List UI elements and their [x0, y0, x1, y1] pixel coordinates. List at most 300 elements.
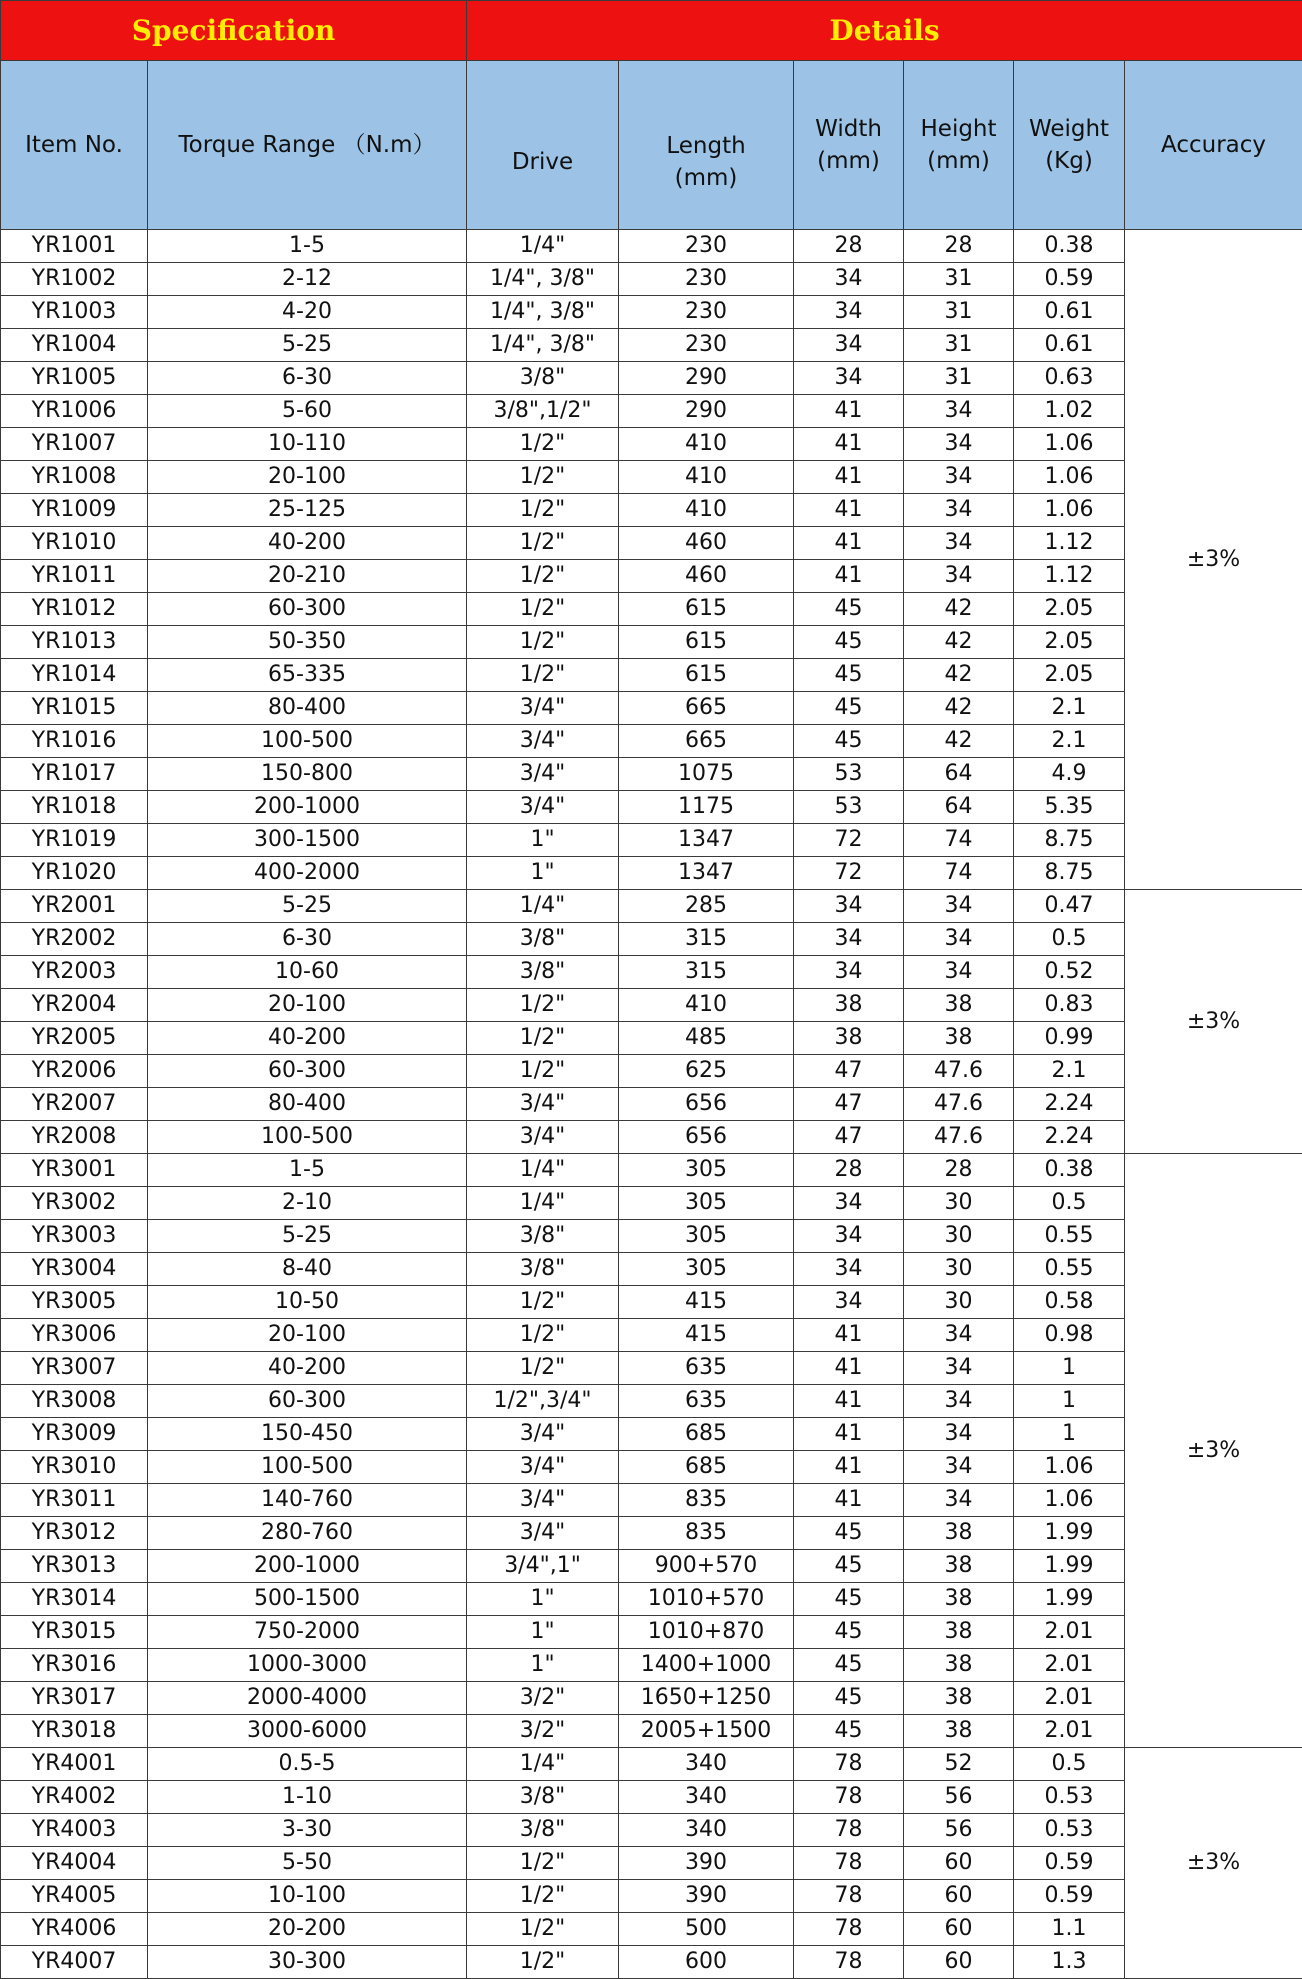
header-height	[904, 61, 1014, 230]
cell-drive: 3/8"	[467, 1814, 619, 1847]
cell-drive: 1/2"	[467, 659, 619, 692]
cell-width: 41	[794, 428, 904, 461]
cell-weight: 8.75	[1014, 857, 1125, 890]
cell-length: 290	[619, 395, 794, 428]
cell-width: 34	[794, 296, 904, 329]
cell-item-no: YR3005	[1, 1286, 148, 1319]
cell-width: 41	[794, 1484, 904, 1517]
table-row	[1, 1418, 1302, 1451]
cell-width: 41	[794, 527, 904, 560]
cell-length: 410	[619, 461, 794, 494]
cell-height: 38	[904, 1022, 1014, 1055]
cell-torque-range: 2000-4000	[148, 1682, 467, 1715]
cell-length: 685	[619, 1451, 794, 1484]
cell-weight: 0.52	[1014, 956, 1125, 989]
cell-length: 635	[619, 1352, 794, 1385]
cell-weight: 0.53	[1014, 1781, 1125, 1814]
cell-length: 230	[619, 230, 794, 263]
cell-drive: 3/8"	[467, 923, 619, 956]
header-width-unit: (mm)	[794, 145, 903, 177]
cell-height: 38	[904, 1616, 1014, 1649]
table-row	[1, 362, 1302, 395]
cell-length: 2005+1500	[619, 1715, 794, 1748]
cell-item-no: YR2001	[1, 890, 148, 923]
cell-drive: 1/4"	[467, 1187, 619, 1220]
header-weight	[1014, 61, 1125, 230]
cell-torque-range: 100-500	[148, 1451, 467, 1484]
cell-torque-range: 10-50	[148, 1286, 467, 1319]
cell-width: 53	[794, 758, 904, 791]
cell-drive: 1"	[467, 857, 619, 890]
cell-item-no: YR1010	[1, 527, 148, 560]
cell-item-no: YR3011	[1, 1484, 148, 1517]
cell-width: 41	[794, 461, 904, 494]
cell-torque-range: 4-20	[148, 296, 467, 329]
cell-width: 45	[794, 1616, 904, 1649]
cell-torque-range: 1-5	[148, 1154, 467, 1187]
table-row	[1, 560, 1302, 593]
cell-torque-range: 20-200	[148, 1913, 467, 1946]
table-row	[1, 230, 1302, 263]
cell-width: 34	[794, 263, 904, 296]
table-row	[1, 1946, 1302, 1979]
cell-drive: 3/4"	[467, 725, 619, 758]
cell-torque-range: 40-200	[148, 1022, 467, 1055]
cell-weight: 0.47	[1014, 890, 1125, 923]
cell-torque-range: 20-100	[148, 461, 467, 494]
header-height-unit: (mm)	[904, 145, 1013, 177]
cell-drive: 3/4"	[467, 1088, 619, 1121]
cell-height: 30	[904, 1220, 1014, 1253]
table-row	[1, 1649, 1302, 1682]
cell-drive: 1"	[467, 1583, 619, 1616]
cell-item-no: YR1020	[1, 857, 148, 890]
cell-drive: 1/4", 3/8"	[467, 329, 619, 362]
cell-weight: 2.24	[1014, 1121, 1125, 1154]
cell-drive: 3/4"	[467, 1418, 619, 1451]
cell-item-no: YR3017	[1, 1682, 148, 1715]
table-row	[1, 395, 1302, 428]
cell-height: 34	[904, 956, 1014, 989]
cell-torque-range: 3000-6000	[148, 1715, 467, 1748]
cell-item-no: YR3002	[1, 1187, 148, 1220]
cell-item-no: YR3014	[1, 1583, 148, 1616]
cell-torque-range: 20-100	[148, 989, 467, 1022]
header-length	[619, 61, 794, 230]
header-item-no: Item No.	[1, 61, 148, 230]
cell-item-no: YR2007	[1, 1088, 148, 1121]
cell-accuracy: ±3%	[1125, 230, 1302, 890]
cell-height: 34	[904, 395, 1014, 428]
cell-width: 34	[794, 1187, 904, 1220]
cell-drive: 3/8"	[467, 1253, 619, 1286]
cell-width: 45	[794, 1649, 904, 1682]
cell-item-no: YR2003	[1, 956, 148, 989]
header-weight-unit: (Kg)	[1014, 145, 1124, 177]
cell-length: 230	[619, 263, 794, 296]
cell-item-no: YR3013	[1, 1550, 148, 1583]
cell-drive: 3/2"	[467, 1682, 619, 1715]
cell-height: 34	[904, 1319, 1014, 1352]
table-row	[1, 923, 1302, 956]
cell-drive: 1/2",3/4"	[467, 1385, 619, 1418]
cell-length: 410	[619, 989, 794, 1022]
cell-length: 835	[619, 1517, 794, 1550]
cell-weight: 1.02	[1014, 395, 1125, 428]
cell-length: 500	[619, 1913, 794, 1946]
cell-width: 78	[794, 1913, 904, 1946]
cell-weight: 2.01	[1014, 1715, 1125, 1748]
cell-width: 47	[794, 1121, 904, 1154]
cell-width: 41	[794, 1352, 904, 1385]
cell-torque-range: 60-300	[148, 1055, 467, 1088]
cell-torque-range: 300-1500	[148, 824, 467, 857]
cell-length: 1347	[619, 824, 794, 857]
table-row	[1, 1550, 1302, 1583]
cell-weight: 0.83	[1014, 989, 1125, 1022]
cell-height: 64	[904, 758, 1014, 791]
cell-weight: 1.99	[1014, 1517, 1125, 1550]
cell-drive: 1/2"	[467, 593, 619, 626]
cell-height: 34	[904, 1451, 1014, 1484]
cell-height: 34	[904, 1484, 1014, 1517]
cell-width: 78	[794, 1748, 904, 1781]
cell-drive: 3/4"	[467, 1517, 619, 1550]
cell-drive: 1/2"	[467, 428, 619, 461]
cell-weight: 0.38	[1014, 230, 1125, 263]
cell-length: 305	[619, 1220, 794, 1253]
table-row	[1, 494, 1302, 527]
cell-length: 835	[619, 1484, 794, 1517]
cell-item-no: YR3006	[1, 1319, 148, 1352]
cell-weight: 0.59	[1014, 1847, 1125, 1880]
cell-item-no: YR1014	[1, 659, 148, 692]
cell-weight: 1	[1014, 1385, 1125, 1418]
header-torque-range: Torque Range （N.m）	[148, 61, 467, 230]
cell-height: 34	[904, 890, 1014, 923]
cell-item-no: YR2008	[1, 1121, 148, 1154]
cell-weight: 1.99	[1014, 1583, 1125, 1616]
cell-width: 78	[794, 1847, 904, 1880]
cell-torque-range: 20-210	[148, 560, 467, 593]
cell-drive: 3/4",1"	[467, 1550, 619, 1583]
cell-length: 1175	[619, 791, 794, 824]
cell-length: 1010+570	[619, 1583, 794, 1616]
cell-length: 410	[619, 494, 794, 527]
cell-weight: 4.9	[1014, 758, 1125, 791]
table-row	[1, 1913, 1302, 1946]
table-row	[1, 1715, 1302, 1748]
header-width	[794, 61, 904, 230]
header-length-label: Length	[619, 130, 793, 162]
cell-drive: 1/4", 3/8"	[467, 296, 619, 329]
cell-item-no: YR3004	[1, 1253, 148, 1286]
cell-torque-range: 3-30	[148, 1814, 467, 1847]
cell-length: 1400+1000	[619, 1649, 794, 1682]
cell-width: 41	[794, 560, 904, 593]
table-row	[1, 1286, 1302, 1319]
cell-weight: 0.5	[1014, 1748, 1125, 1781]
cell-width: 45	[794, 1517, 904, 1550]
cell-width: 45	[794, 1682, 904, 1715]
cell-torque-range: 8-40	[148, 1253, 467, 1286]
cell-item-no: YR1004	[1, 329, 148, 362]
cell-torque-range: 6-30	[148, 923, 467, 956]
cell-torque-range: 1-10	[148, 1781, 467, 1814]
cell-item-no: YR1011	[1, 560, 148, 593]
cell-width: 41	[794, 1385, 904, 1418]
cell-weight: 0.63	[1014, 362, 1125, 395]
cell-width: 72	[794, 857, 904, 890]
cell-torque-range: 200-1000	[148, 1550, 467, 1583]
cell-height: 38	[904, 989, 1014, 1022]
cell-weight: 2.24	[1014, 1088, 1125, 1121]
cell-width: 34	[794, 1253, 904, 1286]
cell-torque-range: 150-450	[148, 1418, 467, 1451]
table-row	[1, 428, 1302, 461]
cell-length: 305	[619, 1253, 794, 1286]
cell-torque-range: 400-2000	[148, 857, 467, 890]
cell-item-no: YR1005	[1, 362, 148, 395]
cell-item-no: YR1003	[1, 296, 148, 329]
cell-weight: 1.12	[1014, 527, 1125, 560]
cell-length: 390	[619, 1847, 794, 1880]
cell-item-no: YR2002	[1, 923, 148, 956]
cell-length: 1347	[619, 857, 794, 890]
cell-weight: 1.06	[1014, 494, 1125, 527]
cell-width: 34	[794, 890, 904, 923]
cell-drive: 1"	[467, 1649, 619, 1682]
cell-height: 31	[904, 263, 1014, 296]
cell-height: 52	[904, 1748, 1014, 1781]
cell-drive: 1/2"	[467, 1847, 619, 1880]
cell-length: 615	[619, 626, 794, 659]
cell-height: 60	[904, 1946, 1014, 1979]
cell-length: 410	[619, 428, 794, 461]
cell-length: 485	[619, 1022, 794, 1055]
cell-item-no: YR4006	[1, 1913, 148, 1946]
cell-width: 78	[794, 1946, 904, 1979]
cell-weight: 2.1	[1014, 1055, 1125, 1088]
cell-width: 78	[794, 1880, 904, 1913]
cell-item-no: YR3007	[1, 1352, 148, 1385]
cell-height: 42	[904, 626, 1014, 659]
cell-item-no: YR3015	[1, 1616, 148, 1649]
cell-torque-range: 5-25	[148, 890, 467, 923]
cell-item-no: YR4005	[1, 1880, 148, 1913]
cell-height: 42	[904, 725, 1014, 758]
cell-height: 31	[904, 362, 1014, 395]
cell-drive: 1/4", 3/8"	[467, 263, 619, 296]
cell-weight: 0.5	[1014, 923, 1125, 956]
table-row	[1, 1055, 1302, 1088]
cell-item-no: YR1009	[1, 494, 148, 527]
cell-drive: 3/8"	[467, 956, 619, 989]
cell-height: 30	[904, 1253, 1014, 1286]
table-row	[1, 1154, 1302, 1187]
cell-width: 41	[794, 395, 904, 428]
cell-length: 305	[619, 1187, 794, 1220]
cell-item-no: YR1019	[1, 824, 148, 857]
table-row	[1, 725, 1302, 758]
cell-height: 38	[904, 1649, 1014, 1682]
cell-weight: 1.3	[1014, 1946, 1125, 1979]
cell-width: 34	[794, 956, 904, 989]
cell-drive: 3/4"	[467, 791, 619, 824]
cell-weight: 0.38	[1014, 1154, 1125, 1187]
cell-item-no: YR4003	[1, 1814, 148, 1847]
cell-drive: 3/8"	[467, 1781, 619, 1814]
cell-torque-range: 25-125	[148, 494, 467, 527]
cell-height: 56	[904, 1781, 1014, 1814]
cell-item-no: YR1015	[1, 692, 148, 725]
cell-item-no: YR4004	[1, 1847, 148, 1880]
cell-length: 1650+1250	[619, 1682, 794, 1715]
cell-item-no: YR1016	[1, 725, 148, 758]
cell-height: 47.6	[904, 1055, 1014, 1088]
header-weight-label: Weight	[1014, 113, 1124, 145]
table-row	[1, 461, 1302, 494]
cell-torque-range: 5-60	[148, 395, 467, 428]
cell-drive: 3/4"	[467, 692, 619, 725]
table-row	[1, 1748, 1302, 1781]
cell-item-no: YR2006	[1, 1055, 148, 1088]
cell-height: 31	[904, 296, 1014, 329]
cell-torque-range: 1000-3000	[148, 1649, 467, 1682]
cell-width: 34	[794, 1286, 904, 1319]
cell-torque-range: 100-500	[148, 1121, 467, 1154]
cell-torque-range: 60-300	[148, 1385, 467, 1418]
cell-torque-range: 6-30	[148, 362, 467, 395]
cell-height: 30	[904, 1187, 1014, 1220]
cell-length: 340	[619, 1814, 794, 1847]
cell-item-no: YR4002	[1, 1781, 148, 1814]
cell-width: 47	[794, 1088, 904, 1121]
cell-item-no: YR1012	[1, 593, 148, 626]
cell-height: 38	[904, 1517, 1014, 1550]
cell-height: 60	[904, 1913, 1014, 1946]
cell-item-no: YR3001	[1, 1154, 148, 1187]
cell-drive: 3/8"	[467, 362, 619, 395]
table-row	[1, 1517, 1302, 1550]
cell-weight: 1.99	[1014, 1550, 1125, 1583]
table-row	[1, 329, 1302, 362]
cell-weight: 2.05	[1014, 659, 1125, 692]
cell-drive: 1/2"	[467, 1022, 619, 1055]
cell-height: 34	[904, 560, 1014, 593]
cell-item-no: YR1008	[1, 461, 148, 494]
cell-width: 28	[794, 230, 904, 263]
cell-length: 656	[619, 1121, 794, 1154]
table-row	[1, 1682, 1302, 1715]
cell-torque-range: 280-760	[148, 1517, 467, 1550]
cell-length: 900+570	[619, 1550, 794, 1583]
cell-length: 615	[619, 593, 794, 626]
cell-drive: 1/2"	[467, 1913, 619, 1946]
header-drive: Drive	[467, 61, 619, 230]
cell-weight: 1.06	[1014, 1484, 1125, 1517]
cell-torque-range: 5-25	[148, 329, 467, 362]
cell-item-no: YR2004	[1, 989, 148, 1022]
cell-height: 42	[904, 593, 1014, 626]
cell-height: 60	[904, 1847, 1014, 1880]
cell-length: 615	[619, 659, 794, 692]
cell-torque-range: 5-25	[148, 1220, 467, 1253]
cell-weight: 0.58	[1014, 1286, 1125, 1319]
cell-torque-range: 5-50	[148, 1847, 467, 1880]
cell-height: 34	[904, 1418, 1014, 1451]
cell-torque-range: 2-12	[148, 263, 467, 296]
table-row	[1, 1847, 1302, 1880]
table-row	[1, 1022, 1302, 1055]
cell-torque-range: 60-300	[148, 593, 467, 626]
cell-width: 78	[794, 1814, 904, 1847]
cell-length: 415	[619, 1286, 794, 1319]
cell-accuracy: ±3%	[1125, 1748, 1302, 1979]
cell-accuracy: ±3%	[1125, 890, 1302, 1154]
cell-height: 28	[904, 1154, 1014, 1187]
cell-weight: 1.12	[1014, 560, 1125, 593]
table-row	[1, 659, 1302, 692]
table-row	[1, 1187, 1302, 1220]
cell-width: 34	[794, 362, 904, 395]
cell-item-no: YR3012	[1, 1517, 148, 1550]
cell-height: 30	[904, 1286, 1014, 1319]
cell-length: 315	[619, 956, 794, 989]
cell-torque-range: 0.5-5	[148, 1748, 467, 1781]
cell-length: 230	[619, 296, 794, 329]
cell-height: 38	[904, 1583, 1014, 1616]
cell-width: 45	[794, 1583, 904, 1616]
cell-weight: 0.61	[1014, 329, 1125, 362]
cell-torque-range: 20-100	[148, 1319, 467, 1352]
cell-height: 34	[904, 461, 1014, 494]
cell-length: 656	[619, 1088, 794, 1121]
cell-height: 56	[904, 1814, 1014, 1847]
cell-weight: 0.53	[1014, 1814, 1125, 1847]
table-row	[1, 956, 1302, 989]
cell-drive: 3/2"	[467, 1715, 619, 1748]
table-row	[1, 296, 1302, 329]
cell-item-no: YR3009	[1, 1418, 148, 1451]
cell-drive: 1/2"	[467, 494, 619, 527]
cell-drive: 3/4"	[467, 1484, 619, 1517]
cell-height: 38	[904, 1682, 1014, 1715]
table-row	[1, 1088, 1302, 1121]
cell-item-no: YR3018	[1, 1715, 148, 1748]
table-row	[1, 1352, 1302, 1385]
table-row	[1, 1583, 1302, 1616]
cell-height: 34	[904, 494, 1014, 527]
cell-torque-range: 30-300	[148, 1946, 467, 1979]
cell-weight: 1.06	[1014, 428, 1125, 461]
cell-width: 45	[794, 593, 904, 626]
column-header-row	[1, 61, 1302, 230]
cell-length: 665	[619, 725, 794, 758]
cell-length: 1075	[619, 758, 794, 791]
cell-height: 38	[904, 1550, 1014, 1583]
cell-drive: 1"	[467, 824, 619, 857]
cell-length: 340	[619, 1781, 794, 1814]
cell-weight: 2.1	[1014, 725, 1125, 758]
table-row	[1, 1385, 1302, 1418]
cell-item-no: YR2005	[1, 1022, 148, 1055]
cell-weight: 8.75	[1014, 824, 1125, 857]
details-banner: Details	[467, 1, 1302, 61]
cell-drive: 1/4"	[467, 1748, 619, 1781]
cell-torque-range: 40-200	[148, 1352, 467, 1385]
cell-width: 38	[794, 1022, 904, 1055]
